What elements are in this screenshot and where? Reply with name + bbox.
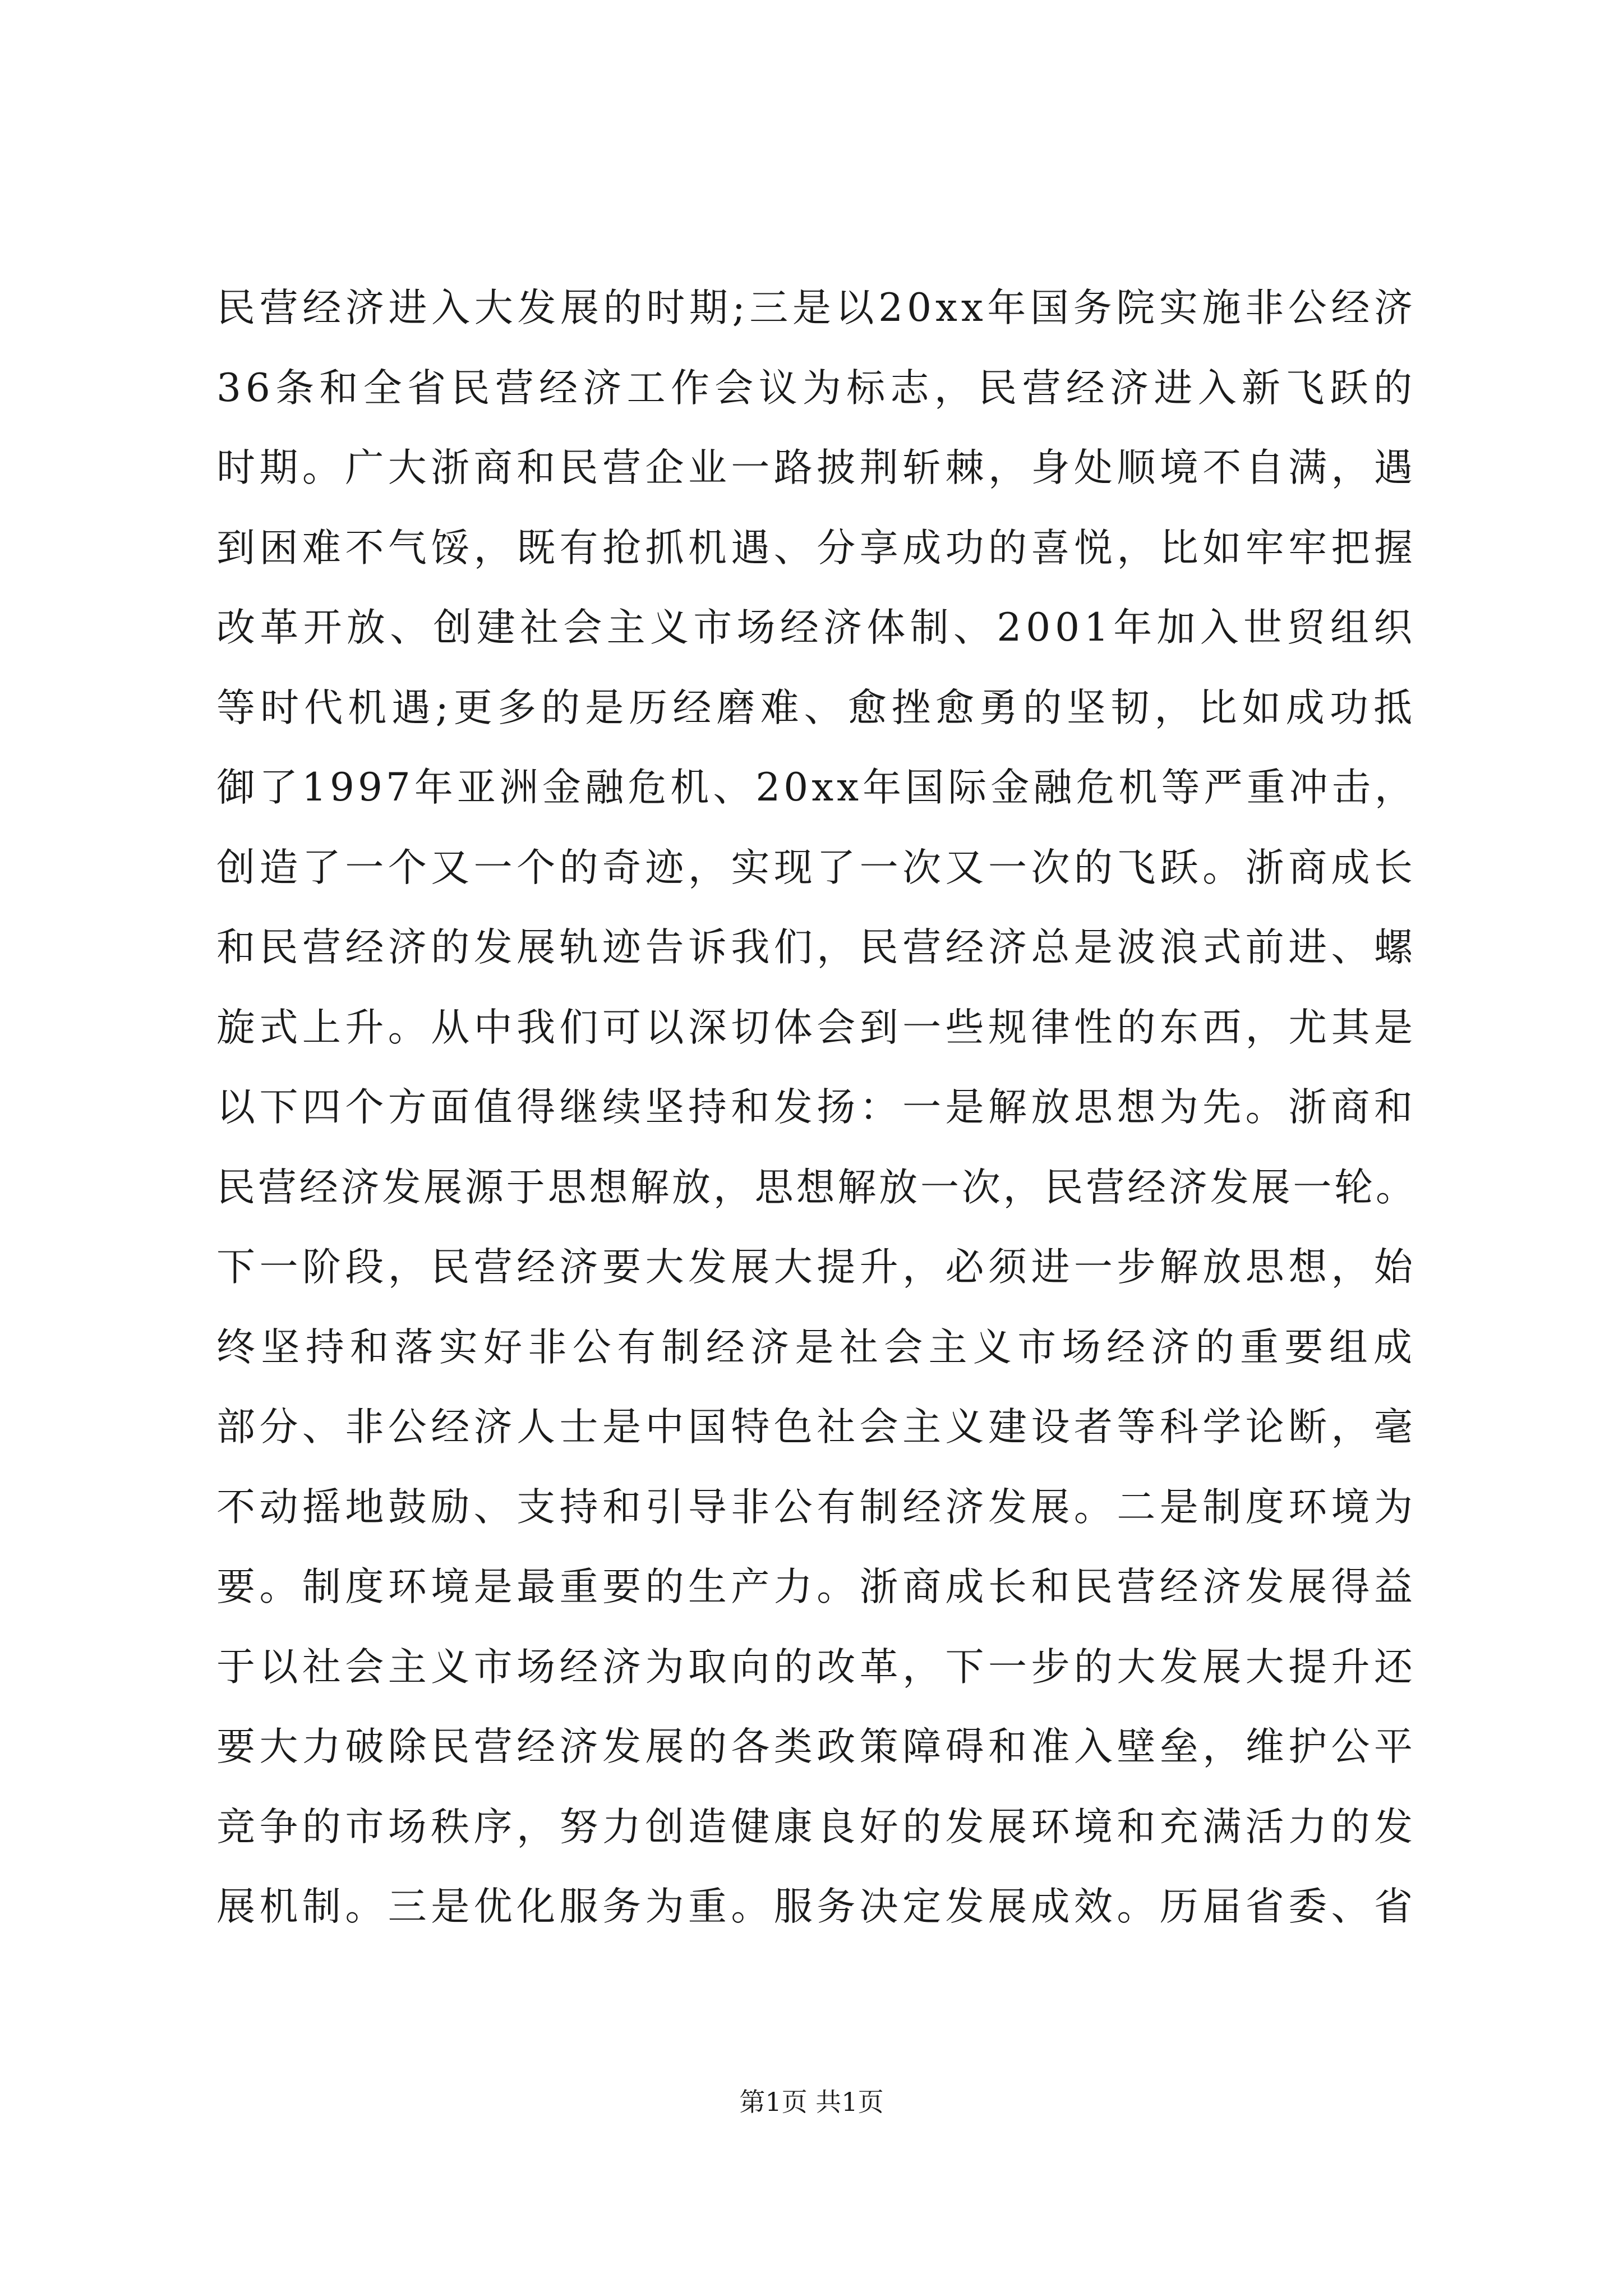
text-line: 要大力破除民营经济发展的各类政策障碍和准入壁垒，维护公平 — [216, 1724, 1417, 1769]
text-line: 不动摇地鼓励、支持和引导非公有制经济发展。二是制度环境为 — [216, 1484, 1417, 1530]
text-line: 要。制度环境是最重要的生产力。浙商成长和民营经济发展得益 — [216, 1565, 1417, 1609]
text-line: 改革开放、创建社会主义市场经济体制、2001年加入世贸组织 — [216, 605, 1417, 650]
text-line: 民营经济发展源于思想解放，思想解放一次，民营经济发展一轮。 — [216, 1165, 1417, 1210]
text-line: 御了1997年亚洲金融危机、20xx年国际金融危机等严重冲击， — [216, 765, 1417, 810]
text-line: 和民营经济的发展轨迹告诉我们，民营经济总是波浪式前进、螺 — [216, 925, 1417, 970]
text-line: 展机制。三是优化服务为重。服务决定发展成效。历届省委、省 — [216, 1884, 1417, 1929]
text-line: 终坚持和落实好非公有制经济是社会主义市场经济的重要组成 — [216, 1324, 1417, 1370]
text-line: 以下四个方面值得继续坚持和发扬：一是解放思想为先。浙商和 — [216, 1085, 1417, 1130]
page-footer: 第1页 共1页 — [739, 2087, 884, 2117]
text-line: 民营经济进入大发展的时期;三是以20xx年国务院实施非公经济 — [216, 286, 1417, 330]
text-line: 部分、非公经济人士是中国特色社会主义建设者等科学论断，毫 — [216, 1405, 1417, 1450]
text-line: 旋式上升。从中我们可以深切体会到一些规律性的东西，尤其是 — [216, 1005, 1417, 1050]
body-text — [216, 268, 1417, 1947]
text-line: 等时代机遇;更多的是历经磨难、愈挫愈勇的坚韧，比如成功抵 — [216, 685, 1417, 730]
text-line: 竞争的市场秩序，努力创造健康良好的发展环境和充满活力的发 — [216, 1804, 1417, 1849]
text-line: 创造了一个又一个的奇迹，实现了一次又一次的飞跃。浙商成长 — [216, 845, 1417, 890]
text-line: 到困难不气馁，既有抢抓机遇、分享成功的喜悦，比如牢牢把握 — [216, 525, 1417, 570]
text-line: 36条和全省民营经济工作会议为标志，民营经济进入新飞跃的 — [216, 365, 1417, 411]
text-line: 于以社会主义市场经济为取向的改革，下一步的大发展大提升还 — [216, 1644, 1417, 1690]
text-line: 时期。广大浙商和民营企业一路披荆斩棘，身处顺境不自满，遇 — [216, 445, 1417, 490]
text-line: 下一阶段，民营经济要大发展大提升，必须进一步解放思想，始 — [216, 1245, 1417, 1290]
